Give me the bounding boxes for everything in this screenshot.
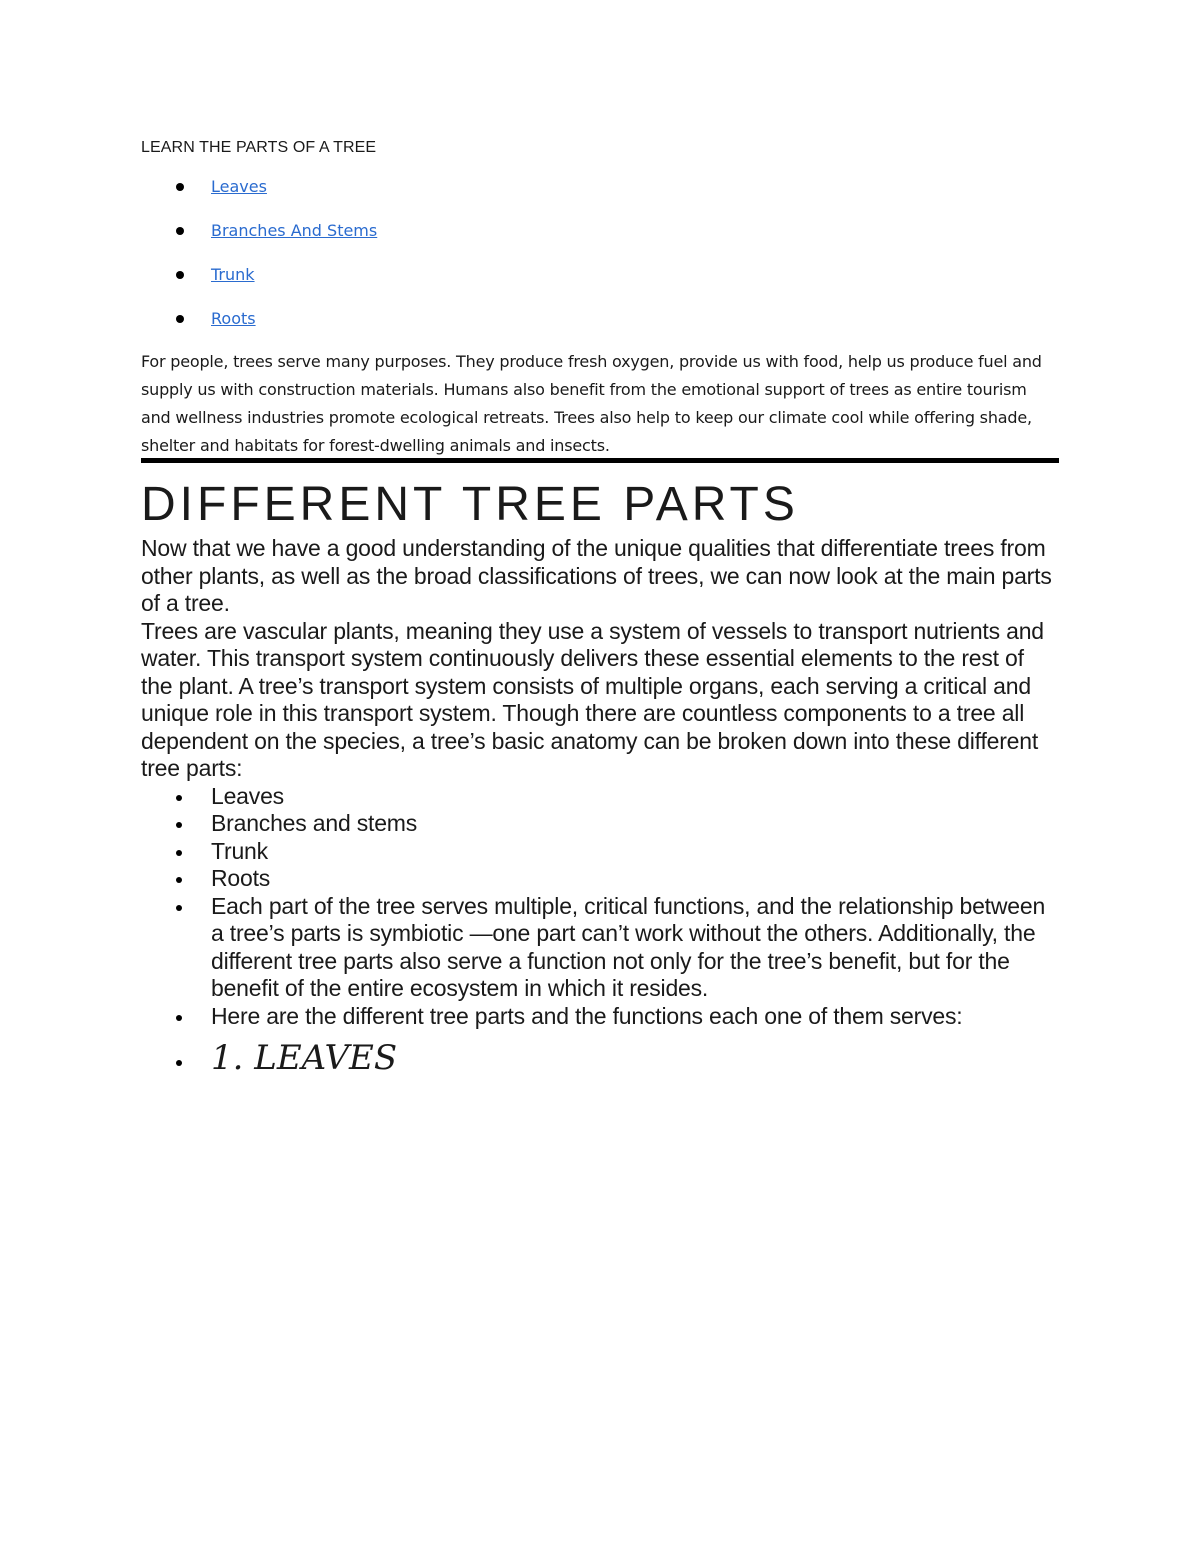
list-item: Trunk (141, 838, 1059, 866)
list-item: Here are the different tree parts and the functions each one of them serves: (141, 1003, 1059, 1031)
list-item: Roots (141, 865, 1059, 893)
document-page (141, 138, 1059, 1080)
toc-item-trunk (141, 264, 1059, 286)
body-paragraph-2: Trees are vascular plants, meaning they use a system of vessels to transport nutrients and water. This transport system continuously delivers these essential elements to the rest of the plant. A tree’s transport system consists of multiple organs, each serving a critical and unique role in this transport system. Though there are countless components to a tree all dependent on the species, a tree’s basic anatomy can be broken down into these different tree parts: (141, 617, 1044, 781)
tree-parts-list (141, 783, 1059, 1081)
toc-item-branches (141, 220, 1059, 242)
toc-link-leaves[interactable]: Leaves (211, 177, 267, 196)
list-item: Each part of the tree serves multiple, critical functions, and the relationship between a tree’s parts is symbiotic —one part can’t work without the others. Additionally, the different tree parts also serve a function not only for the tree’s benefit, but for the benefit of the entire ecosystem in which it resides. (141, 893, 1059, 1003)
body-paragraph-1: Now that we have a good understanding of the unique qualities that differentiate trees from other plants, as well as the broad classifications of trees, we can now look at the main parts of a tree. (141, 535, 1052, 616)
toc-link-branches[interactable]: Branches And Stems (211, 221, 378, 240)
intro-paragraph: For people, trees serve many purposes. They produce fresh oxygen, provide us with food, help us produce fuel and supply us with construction materials. Humans also benefit from the emotional support of trees as entire tourism and wellness industries promote ecological retreats. Trees also help to keep our climate cool while offering shade, shelter and habitats for forest-dwelling animals and insects. (141, 352, 1042, 455)
toc-item-leaves (141, 176, 1059, 198)
document-title: LEARN THE PARTS OF A TREE (141, 139, 377, 156)
toc-link-trunk[interactable]: Trunk (211, 265, 255, 284)
toc-link-roots[interactable]: Roots (211, 309, 256, 328)
table-of-contents (141, 176, 1059, 330)
section-heading: DIFFERENT TREE PARTS (141, 478, 799, 531)
subheading-leaves: 1. LEAVES (141, 1036, 1059, 1080)
list-item: Branches and stems (141, 810, 1059, 838)
toc-item-roots (141, 308, 1059, 330)
list-item: Leaves (141, 783, 1059, 811)
